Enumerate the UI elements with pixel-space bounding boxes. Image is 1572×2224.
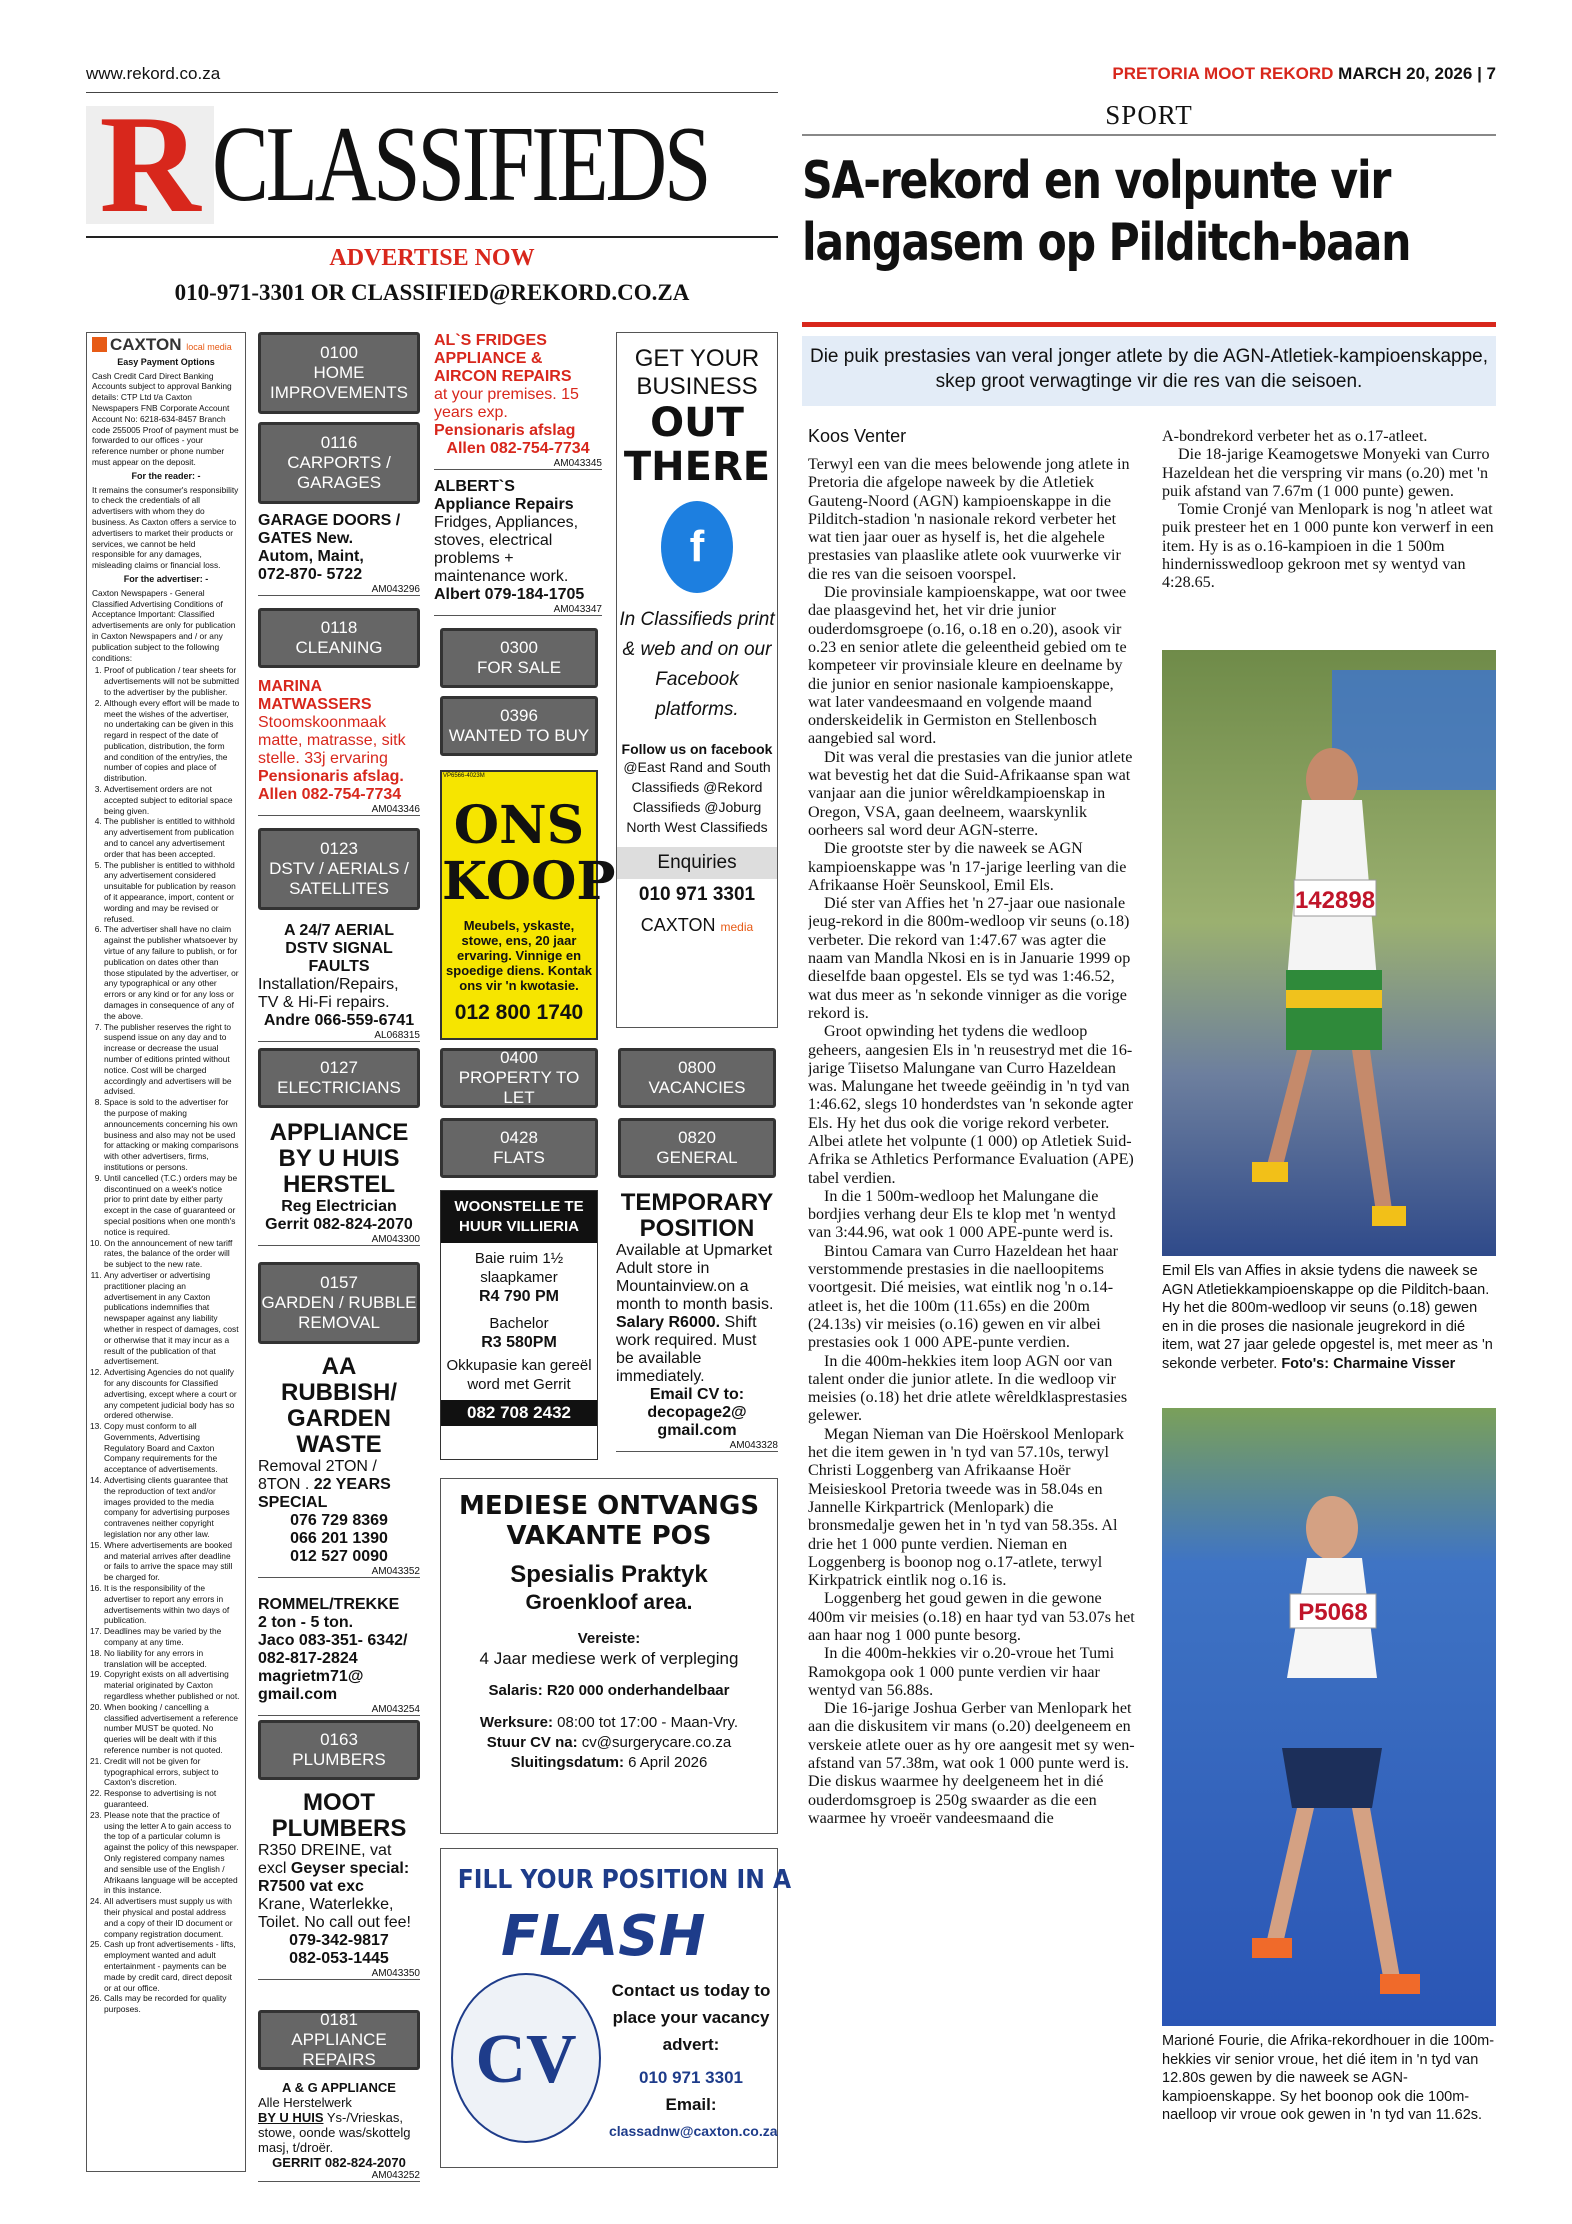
text: Follow us on facebook bbox=[621, 741, 773, 757]
ad-text: 012 527 0090 bbox=[290, 1548, 388, 1565]
category-label: 0181 bbox=[320, 2010, 358, 2029]
ad-text: 082-053-1445 bbox=[289, 1950, 389, 1967]
text: Groenkloof area. bbox=[525, 1591, 693, 1614]
ad-a-g-appliance bbox=[258, 2080, 420, 2182]
reader-text: It remains the consumer's responsibility to check the credentials of all advertisers with whom they do business. As Caxton offers a service to advertisers to market their products or services, we cannot be held responsible for any damages, misleading claims or financial loss. bbox=[92, 484, 239, 571]
terms-item: 22. Response to advertising is not guaranteed. bbox=[104, 1788, 240, 1810]
text: Okkupasie kan gereël word met Gerrit bbox=[446, 1357, 592, 1393]
ad-marina-matwassers bbox=[258, 678, 420, 816]
masthead-rule bbox=[86, 236, 778, 238]
ad-text: Geyser special: R7500 vat exc bbox=[258, 1860, 410, 1895]
terms-item: 24. All advertisers must supply us with their physical and postal address and a copy of their ID document or company registration document. bbox=[104, 1896, 240, 1939]
ad-text: MATWASSERS bbox=[258, 696, 372, 713]
article-paragraph: Die provinsiale kampioenskappe, wat oor twee dae plaasgevind het, het vir drie junior ouderdomsgroepe (o.16, o.18 en o.20), asook vir o.23 en senior atlete die geleentheid gebied om te kompeteer vir provinsiale kleure en deelname by die junior en senior nasionale kampioenskappe, wat later vandeesmaand en volgende maand onderskeidelik in Germiston en Stellenbosch aangebied sal word. bbox=[808, 584, 1127, 748]
ad-text: TEMPORARY POSITION bbox=[620, 1189, 774, 1242]
category-label: REMOVAL bbox=[298, 1313, 380, 1332]
text: local media bbox=[186, 342, 232, 352]
category-label: PLUMBERS bbox=[292, 1750, 386, 1769]
text: media bbox=[720, 920, 754, 934]
ad-temporary-position bbox=[616, 1190, 778, 1452]
text: Email: bbox=[665, 2095, 717, 2114]
site-url[interactable]: www.rekord.co.za bbox=[86, 64, 221, 83]
category-label: 0123 bbox=[320, 839, 358, 858]
ad-text: Gerrit 082-824-2070 bbox=[265, 1216, 413, 1233]
terms-item: 9. Until cancelled (T.C.) orders may be discontinued on a week's notice prior to print date by either party except in the case of guaranteed or special positions when one month's notice is required. bbox=[104, 1173, 240, 1238]
category-label: VACANCIES bbox=[648, 1078, 746, 1097]
article-paragraph: Die 18-jarige Keamogetswe Monyeki van Curro Hazeldean het die verspring vir mans (o.20) met 'n puik afstand van 7.67m (1 000 punte) gewen. bbox=[1162, 446, 1490, 500]
ad-code: AM043254 bbox=[258, 1704, 420, 1716]
ons-koop-title: ONS KOOP bbox=[442, 795, 616, 912]
terms-item: 13. Copy must conform to all Governments, Advertising Regulatory Board and Caxton Company requirements for the acceptance of advertisements. bbox=[104, 1421, 240, 1475]
ad-text: Albert 079-184-1705 bbox=[434, 586, 585, 603]
classifieds-masthead bbox=[86, 87, 778, 242]
category-0127 bbox=[258, 1048, 420, 1108]
ad-text: Salary R6000. bbox=[616, 1314, 721, 1331]
caxton-logo bbox=[92, 337, 240, 353]
terms-item: 23. Please note that the practice of using the letter A to gain access to the top of a particular column is against the policy of this newspaper. Only registered company names and sensible use of the English / Afrikaans language will be accepted in this instance. bbox=[104, 1810, 240, 1896]
text: Emil Els van Affies in aksie tydens die naweek se AGN Atletiekkampioenskappe op die Pilditch-baan. Hy het die 800m-wedloop vir seuns (o.18) gewen en in die proses die nasionale jeugrekord in dié item, wat 27 jaar gelede opgestel is, met meer as 'n sekonde verbeter. bbox=[1162, 1263, 1493, 1372]
ad-text: APPLIANCE bbox=[269, 1119, 409, 1146]
ad-text: Email CV to: decopage2@ gmail.com bbox=[647, 1386, 747, 1439]
ad-text: 072-870- 5722 bbox=[258, 566, 363, 583]
ad-text bbox=[258, 1458, 420, 1512]
category-label: SATELLITES bbox=[289, 879, 389, 898]
category-label: 0127 bbox=[320, 1058, 358, 1077]
text: Vereiste: bbox=[577, 1630, 641, 1647]
category-0300 bbox=[440, 628, 598, 688]
caxton-media-logo bbox=[617, 915, 777, 936]
woon-head: WOONSTELLE TE HUUR VILLIERIA bbox=[441, 1191, 597, 1243]
text: 08:00 tot 17:00 - Maan-Vry. bbox=[552, 1714, 739, 1731]
article-paragraph: Tomie Cronjé van Menlopark is nog 'n atleet wat puik presteer het en 1 000 punte kon verwerf in een item. Hy is as o.16-kampioen in die 1 500m hindernisswedloop gekroon met sy wentyd van 4:28.65. bbox=[1162, 501, 1494, 592]
terms-item: 14. Advertising clients guarantee that the reproduction of text and/or images provided to the media company for advertising purposes contravenes neither copyright legislation nor any other law. bbox=[104, 1475, 240, 1540]
masthead-title: CLASSIFIEDS bbox=[212, 105, 709, 224]
text: Bachelor bbox=[489, 1315, 549, 1332]
category-0163 bbox=[258, 1720, 420, 1780]
ad-text: Pensionaris afslag bbox=[434, 422, 576, 439]
category-label: 0118 bbox=[320, 618, 358, 637]
terms-item: 5. The publisher is entitled to withhold any advertisement considered unsuitable for publication by reason of it appearance, import, content or wording and may be revised or refused. bbox=[104, 860, 240, 925]
text: Werksure: bbox=[479, 1714, 553, 1731]
ad-code: AM043300 bbox=[258, 1234, 420, 1246]
category-label: CARPORTS / bbox=[287, 453, 391, 472]
text: 010 971 3301 bbox=[638, 884, 756, 905]
ad-text: Allen 082-754-7734 bbox=[258, 786, 402, 803]
category-0820 bbox=[618, 1118, 776, 1178]
ad-code: AM043296 bbox=[258, 584, 420, 596]
category-label: PROPERTY TO LET bbox=[458, 1068, 580, 1107]
ad-text: 2 ton - 5 ton. bbox=[258, 1614, 354, 1631]
category-0428 bbox=[440, 1118, 598, 1178]
text: cv@surgerycare.co.za bbox=[577, 1734, 732, 1751]
ad-text: AL`S FRIDGES APPLIANCE & AIRCON REPAIRS bbox=[434, 332, 572, 385]
text: GET YOUR BUSINESS bbox=[634, 345, 760, 400]
article-paragraph: Bintou Camara van Curro Hazeldean het haar verstommende prestasies in die naelloopitems voortgesit. Dié meisies, wat eintlik nog 'n o.14-atleet is, het die 100m (11.65s) en die 200m (24.13s) vir meisies (o.16) gewen en vir albei prestasies ook 1 000 APE-punte verdien. bbox=[808, 1242, 1119, 1352]
terms-item: 6. The advertiser shall have no claim against the publisher whatsoever by virtue of any failure to publish, or for publication on dates other than those stipulated by the advertiser, or any typographical or any other errors or any kind or for any loss or damages in consequence of any of the above. bbox=[104, 924, 240, 1021]
ad-text: Pensionaris afslag. bbox=[258, 768, 404, 785]
article-paragraph: A-bondrekord verbeter het as o.17-atleet. bbox=[1162, 428, 1428, 445]
terms-item: 15. Where advertisements are booked and material arrives after deadline or fails to arrive the space may still be charged for. bbox=[104, 1540, 240, 1583]
terms-item: 19. Copyright exists on all advertising material originated by Caxton regardless whether published or not. bbox=[104, 1669, 240, 1701]
ad-als-fridges bbox=[434, 332, 602, 470]
text: Sluitingsdatum: bbox=[510, 1754, 624, 1771]
category-0396 bbox=[440, 696, 598, 756]
terms-item: 18. No liability for any errors in translation will be accepted. bbox=[104, 1648, 240, 1670]
caxton-logo-icon bbox=[92, 337, 107, 352]
category-0116 bbox=[258, 422, 420, 504]
text: CAXTON bbox=[640, 915, 716, 935]
category-label: 0157 bbox=[320, 1273, 358, 1292]
ad-text: Krane, Waterlekke, Toilet. No call out fee! bbox=[258, 1896, 411, 1931]
text: In Classifieds print & web and on our Facebook platforms. bbox=[619, 609, 775, 720]
photo-emil-els-image bbox=[1162, 650, 1496, 1256]
text: Enquiries bbox=[617, 847, 777, 879]
text: 010 971 3301 bbox=[639, 2068, 743, 2087]
ons-koop-number: 012 800 1740 bbox=[454, 1001, 584, 1024]
ad-text: R350 DREINE, vat excl bbox=[258, 1842, 392, 1877]
ad-mediese-ontvangs bbox=[440, 1478, 778, 1834]
flash-contact bbox=[609, 1977, 778, 2145]
ad-ons-koop bbox=[440, 770, 616, 1040]
ad-text: AA bbox=[321, 1353, 357, 1380]
ad-text bbox=[258, 2110, 420, 2155]
ad-alberts-appliance bbox=[434, 478, 602, 616]
ad-text: 076 729 8369 bbox=[290, 1512, 388, 1529]
ad-text: A 24/7 AERIAL bbox=[284, 922, 394, 939]
photo-caption-1 bbox=[1162, 1262, 1496, 1373]
advertiser-text: Caxton Newspapers - General Classified Advertising Conditions of Acceptance Important: Classified advertisements are only for publication in Caxton Newspapers and / or any publication subject to the following conditions: bbox=[92, 587, 236, 663]
terms-item: 10. On the announcement of new tariff rates, the balance of the order will be subject to the new rate. bbox=[104, 1238, 240, 1270]
ad-text: WASTE bbox=[296, 1431, 382, 1458]
text: Stuur CV na: bbox=[486, 1734, 578, 1751]
category-label: 0300 bbox=[500, 638, 538, 657]
ad-text: Available at Upmarket Adult store in Mountainview.on a month to month basis. bbox=[616, 1242, 774, 1313]
terms-item: 1. Proof of publication / tear sheets for advertisements will not be submitted to the advertiser by the publisher. bbox=[104, 665, 240, 697]
category-label: FOR SALE bbox=[476, 658, 562, 677]
photo-marione-fourie-image bbox=[1162, 1408, 1496, 2026]
terms-item: 16. It is the responsibility of the advertiser to report any errors in advertisements within two days of publication. bbox=[104, 1583, 240, 1626]
ad-text: GARAGE DOORS / bbox=[258, 512, 401, 529]
terms-item: 12. Advertising Agencies do not qualify for any discounts for Classified advertising, except where a court or any competent judicial body has so ordered otherwise. bbox=[104, 1367, 240, 1421]
text: 6 April 2026 bbox=[623, 1754, 708, 1771]
ad-fill-your-position bbox=[440, 1848, 792, 2168]
ad-text: Shift work required. Must be available immediately. bbox=[616, 1314, 757, 1385]
ad-text: DSTV SIGNAL bbox=[285, 940, 393, 957]
category-label: HOME bbox=[313, 363, 365, 382]
ad-text: MARINA bbox=[258, 678, 322, 695]
text: Salaris: R20 000 onderhandelbaar bbox=[488, 1682, 730, 1699]
category-label: 0820 bbox=[678, 1128, 716, 1147]
section-rule bbox=[802, 134, 1496, 136]
article-paragraph: In die 400m-hekkies item loop AGN oor van talent onder die junior atlete. In die wedloop vir meisies (o.18) het drie atlete wêreldklasprestasies gelewer. bbox=[808, 1352, 1128, 1425]
terms-item: 26. Calls may be recorded for quality purposes. bbox=[104, 1993, 240, 2015]
text: @East Rand and South Classifieds @Rekord Classifieds @Joburg North West Classifieds bbox=[623, 759, 771, 835]
ad-code: AM043347 bbox=[434, 604, 602, 616]
publication-line bbox=[1112, 64, 1496, 84]
category-label: DSTV / AERIALS / bbox=[269, 859, 409, 878]
category-label: FLATS bbox=[493, 1148, 545, 1167]
cv-word-cloud: CV bbox=[451, 1973, 601, 2143]
ad-text: Installation/Repairs, TV & Hi-Fi repairs. bbox=[258, 976, 399, 1011]
category-label: GENERAL bbox=[656, 1148, 738, 1167]
category-label: 0100 bbox=[320, 343, 358, 362]
ad-text: GERRIT 082-824-2070 bbox=[272, 2155, 406, 2170]
article-paragraph: In die 1 500m-wedloop het Malungane die bordjies verhang deur Els te klop met 'n wentyd van 3:44.96, wat ook 1 000 APE-punte werd is. bbox=[808, 1187, 1116, 1242]
article-paragraph: Dié ster van Affies het 'n 27-jaar oue nasionale jeug-rekord in die 800m-wedloop vir seuns (o.18) verbeter. Die rekord van 1:47.67 was agter die naam van Mandla Nkosi en is in Januarie 1999 op dieselfde baan opgestel. Els se tyd was 1:46.52, wat dus meer as 'n sekonde vinniger as die vorige rekord is. bbox=[808, 895, 1131, 1022]
ad-garage-doors bbox=[258, 512, 420, 596]
text: langasem op Pilditch-baan bbox=[802, 213, 1411, 273]
flash-word: FLASH bbox=[501, 1904, 706, 1969]
page-number: | 7 bbox=[1477, 64, 1496, 83]
ad-text: ALBERT`S bbox=[434, 478, 515, 495]
ad-text: Appliance Repairs bbox=[434, 496, 574, 513]
ad-woonstelle bbox=[440, 1190, 598, 1460]
ad-text: at your premises. 15 years exp. bbox=[434, 386, 579, 421]
ons-koop-code: VP6566-4023M bbox=[443, 773, 485, 779]
category-0400 bbox=[440, 1048, 598, 1108]
terms-list bbox=[92, 665, 240, 2015]
article-standfirst: Die puik prestasies van veral jonger atlete by die AGN-Atletiek-kampioenskappe, skep groot verwagtinge vir die res van die seisoen. bbox=[802, 336, 1496, 406]
ad-text: 22 YEARS SPECIAL bbox=[258, 1476, 391, 1511]
category-label: 0116 bbox=[320, 433, 358, 452]
category-0800 bbox=[618, 1048, 776, 1108]
article-paragraph: Terwyl een van die mees belowende jong atlete in Pretoria die afgelope naweek by die Atletiek Gauteng-Noord (AGN) kampioenskappe in die Pilditch-stadion 'n nasionale rekord verbeter het wat tien jaar ouer as hyself is, het die algehele prestasies van plaaslike atlete ook vuurwerke vir die res van die seisoen voorspel. bbox=[808, 456, 1130, 583]
ad-appliance-by-u-huis bbox=[258, 1120, 420, 1246]
ad-text bbox=[616, 1242, 778, 1386]
terms-column bbox=[86, 332, 246, 2172]
terms-item: 2. Although every effort will be made to meet the wishes of the advertiser, no undertaking can be given in this regard in respect of the date of publication, distribution, the form and condition of the entry/ies, the number of copies and place of distribution. bbox=[104, 698, 240, 784]
ad-code: AM043352 bbox=[258, 1566, 420, 1578]
ad-code: AM043252 bbox=[258, 2170, 420, 2182]
ad-text: 066 201 1390 bbox=[290, 1530, 388, 1547]
photo-emil-els bbox=[1162, 650, 1496, 1256]
terms-item: 8. Space is sold to the advertiser for the purpose of making announcements concerning his own business and also may not be used for attacking or making comparisons with other advertisers, firms, institutions or persons. bbox=[104, 1097, 240, 1173]
text: Contact us today to place your vacancy advert: bbox=[611, 1981, 771, 2054]
article-paragraph: Die 16-jarige Joshua Gerber van Menlopark het aan die diskusitem vir mans (o.20) deelgeneem en verskeie atlete ouer as hy ore aangesit met sy wen-afstand van 57.38m, wat ook 1 000 punte werd is. Die diskus waarmee hy deelgeneem het in dié ouderdomsgroep is 250g swaarder as die een waarmee hy vroeër vandeesmaand die bbox=[808, 1700, 1135, 1827]
text: MEDIESE ONTVANGS VAKANTE POS bbox=[458, 1491, 760, 1551]
ad-rommel-trekke bbox=[258, 1596, 420, 1716]
text: Spesialis Praktyk bbox=[510, 1561, 708, 1588]
category-0157 bbox=[258, 1262, 420, 1344]
reader-title: For the reader: - bbox=[131, 470, 201, 481]
ad-code: AM043350 bbox=[258, 1968, 420, 1980]
ad-code: AM043346 bbox=[258, 804, 420, 816]
text: FILL YOUR POSITION IN A bbox=[457, 1865, 792, 1895]
ad-text: PLUMBERS bbox=[271, 1815, 407, 1842]
ad-text: FAULTS bbox=[308, 958, 370, 975]
photo-marione-fourie bbox=[1162, 1408, 1496, 2026]
ad-code: AM043345 bbox=[434, 458, 602, 470]
category-label: 0800 bbox=[678, 1058, 716, 1077]
text: R3 580PM bbox=[481, 1334, 557, 1351]
easy-payment-text: Cash Credit Card Direct Banking Accounts subject to approval Banking details: CTP Ltd t/a Caxton Newspapers FNB Corporate Account Account No: 6218-634-8457 Branch code 255005 Proof of payment must be forwarded to our offices - your reference number or phone number must appear on the deposit. bbox=[92, 370, 239, 467]
ad-moot-plumbers bbox=[258, 1790, 420, 1980]
text: CAXTON bbox=[110, 335, 182, 354]
bib-142898: 142898 bbox=[1294, 887, 1376, 914]
ad-text: Ys-/Vrieskas, stowe, oonde was/skottelg masj, t/droër. bbox=[258, 2110, 411, 2155]
ad-text: 079-342-9817 bbox=[289, 1932, 389, 1949]
section-label: SPORT bbox=[1105, 100, 1193, 130]
terms-item: 17. Deadlines may be varied by the company at any time. bbox=[104, 1626, 240, 1648]
publication-name: PRETORIA MOOT REKORD bbox=[1112, 64, 1334, 83]
terms-item: 7. The publisher reserves the right to suspend issue on any day and to increase or decrease the usual number of editions printed without notice. Cost will be charged accordingly and advertisers will be advised. bbox=[104, 1022, 240, 1098]
category-label: GARDEN / RUBBLE bbox=[261, 1293, 417, 1312]
text: Baie ruim 1½ slaapkamer bbox=[474, 1250, 564, 1286]
ad-text: GARDEN bbox=[286, 1405, 391, 1432]
ad-text: BY U HUIS bbox=[278, 1145, 400, 1172]
text: classadnw@caxton.co.za bbox=[609, 2123, 778, 2139]
terms-item: 4. The publisher is entitled to withhold any advertisement from publication and to cancel any advertisement order that has been accepted. bbox=[104, 816, 240, 859]
article-paragraph: Loggenberg het goud gewen in die gewone 400m vir meisies (o.18) en haar tyd van 53.07s het aan haar nog 1 000 punte besorg. bbox=[808, 1590, 1135, 1644]
category-label: 0163 bbox=[320, 1730, 358, 1749]
ad-text bbox=[258, 1842, 420, 1896]
category-0100 bbox=[258, 332, 420, 414]
terms-item: 11. Any advertiser or advertising practitioner placing an advertisement in any Caxton publications indemnifies that newspaper against any liability whether in respect of damages, cost or otherwise that it may incur as a result of the publication of that advertisement. bbox=[104, 1270, 240, 1367]
ad-aa-rubbish bbox=[258, 1354, 420, 1578]
category-label: 0428 bbox=[500, 1128, 538, 1147]
ad-text: Autom, Maint, bbox=[258, 548, 364, 565]
ad-code: AM043328 bbox=[616, 1440, 778, 1452]
ad-text: MOOT bbox=[303, 1789, 375, 1816]
category-label: ELECTRICIANS bbox=[277, 1078, 401, 1097]
ad-text: Andre 066-559-6741 bbox=[263, 1012, 415, 1029]
advertise-contact: 010-971-3301 OR CLASSIFIED@REKORD.CO.ZA bbox=[174, 280, 690, 305]
article-paragraph: Dit was veral die prestasies van die junior atlete wat bevestig het dat die Suid-Afrikaanse span wat vanjaar aan die junior wêreldkampioenskap in Oregon, VSA, gaan deelneem, waarskynlik oorheers sal word deur AGN-sterre. bbox=[808, 748, 1133, 839]
publication-date: MARCH 20, 2026 bbox=[1338, 64, 1473, 83]
article-headline bbox=[802, 150, 1411, 274]
terms-item: 21. Credit will not be given for typographical errors, subject to Caxton's discretion. bbox=[104, 1756, 240, 1788]
ad-text: ROMMEL/TREKKE bbox=[258, 1596, 400, 1613]
category-0181 bbox=[258, 2010, 420, 2070]
category-label: IMPROVEMENTS bbox=[270, 383, 408, 402]
headline-rule bbox=[802, 322, 1496, 327]
category-label: WANTED TO BUY bbox=[448, 726, 590, 745]
ad-text: Removal 2TON / 8TON . bbox=[258, 1458, 377, 1493]
woon-number: 082 708 2432 bbox=[441, 1400, 597, 1426]
text: R4 790 PM bbox=[478, 1288, 560, 1305]
text: OUT THERE bbox=[623, 400, 771, 490]
ad-text: A & G APPLIANCE bbox=[282, 2080, 396, 2095]
ons-koop-sub: Meubels, yskaste, stowe, ens, 20 jaar ervaring. Vinnige en spoedige diens. Kontak ons vir 'n kwotasie. bbox=[446, 918, 592, 993]
text: Foto's: Charmaine Visser bbox=[1281, 1355, 1456, 1372]
bib-p5068: P5068 bbox=[1298, 1599, 1368, 1626]
ad-text: Alle Herstelwerk bbox=[258, 2095, 352, 2110]
advertise-now: ADVERTISE NOW bbox=[329, 245, 535, 271]
category-label: 0400 bbox=[500, 1048, 538, 1067]
ad-text: Stoomskoonmaak matte, matrasse, sitk stelle. 33j ervaring bbox=[258, 714, 406, 767]
easy-payment-title: Easy Payment Options bbox=[117, 356, 215, 367]
ad-text: Fridges, Appliances, stoves, electrical problems + maintenance work. bbox=[434, 514, 579, 585]
advertiser-title: For the advertiser: - bbox=[123, 573, 209, 584]
ad-text: Reg Electrician bbox=[281, 1198, 397, 1215]
category-label: 0396 bbox=[500, 706, 538, 725]
ad-get-your-business-out-there bbox=[616, 332, 778, 1028]
ad-text: HERSTEL bbox=[282, 1171, 395, 1198]
article-paragraph: Groot opwinding het tydens die wedloop geheers, aangesien Els in 'n reusestryd met die 16-jarige Tiisetso Malungane van Curro Hazeldean was. Malungane het tweede geëindig in 'n tyd van 1:46.62, slegs 10 honderdstes van 'n sekonde agter Els. Hy het dus ook die vorige rekord verbeter. Albei atlete het volpunte (1 000) op Atletiek Suid-Afrika se Athletics Performance Evaluation (APE) tabel verdien. bbox=[808, 1023, 1134, 1187]
text: 4 Jaar mediese werk of verpleging bbox=[479, 1649, 739, 1668]
ad-aerial-dstv bbox=[258, 922, 420, 1042]
ad-text: RUBBISH/ bbox=[280, 1379, 397, 1406]
terms-item: 20. When booking / cancelling a classified advertisement a reference number MUST be quoted. No queries will be dealt with if this reference number is not quoted. bbox=[104, 1702, 240, 1756]
ad-code: AL068315 bbox=[258, 1030, 420, 1042]
ad-text: Allen 082-754-7734 bbox=[446, 440, 590, 457]
category-0123 bbox=[258, 828, 420, 910]
facebook-icon: f bbox=[661, 501, 733, 593]
article-paragraph: Megan Nieman van Die Hoërskool Menlopark het die item gewen in 'n tyd van 57.10s, terwyl Christi Loggenberg van Afrikaanse Hoër Meisieskool Pretoria tweede was in 58.04s en Jannelle Kirkpartrick (Menlopark) die bronsmedalje gewen het in 'n tyd van 58.35s. Al drie het 1 000 punte verdien. Nieman en Loggenberg is boonop nog o.17-atlete, terwyl Kirkpatrick eintlik nog o.16 is. bbox=[808, 1425, 1124, 1590]
masthead-r-logo: R bbox=[86, 106, 214, 224]
ad-text: BY U HUIS bbox=[258, 2110, 324, 2125]
article-paragraph: In die 400m-hekkies vir o.20-vroue het Tumi Ramokgopa ook 1 000 punte verdien vir haar wentyd van 56.88s. bbox=[808, 1645, 1115, 1699]
article-paragraph: Die grootste ster by die naweek se AGN kampioenskappe was 'n 17-jarige leerling van die Afrikaanse Hoër Seunskool, Emil Els. bbox=[808, 840, 1127, 894]
article-column-2 bbox=[1162, 428, 1496, 593]
category-label: APPLIANCE REPAIRS bbox=[291, 2030, 387, 2069]
category-label: CLEANING bbox=[295, 638, 383, 657]
ad-text: GATES New. bbox=[258, 530, 354, 547]
article-column-1 bbox=[808, 456, 1140, 2172]
photo-caption-2: Marioné Fourie, die Afrika-rekordhouer in die 100m-hekkies vir senior vroue, het dié item in 'n tyd van 12.80s gewen by die naweek se AGN-kampioenskappe. Sy het boonop ook die 100m-naelloop vir vroue ook gewen in 'n tyd van 11.62s. bbox=[1162, 2033, 1495, 2123]
article-author: Koos Venter bbox=[808, 426, 907, 446]
text: SA-rekord en volpunte vir bbox=[802, 151, 1391, 211]
terms-item: 3. Advertisement orders are not accepted subject to editorial space being given. bbox=[104, 784, 240, 816]
category-label: GARAGES bbox=[296, 473, 382, 492]
ad-text: Jaco 083-351- 6342/ 082-817-2824 magrietm71@ gmail.com bbox=[258, 1632, 408, 1703]
page-header bbox=[86, 60, 1496, 90]
terms-item: 25. Cash up front advertisements - lifts, employment wanted and adult entertainment - payments can be made by credit card, direct deposit or at our office. bbox=[104, 1939, 240, 1993]
category-0118 bbox=[258, 608, 420, 668]
